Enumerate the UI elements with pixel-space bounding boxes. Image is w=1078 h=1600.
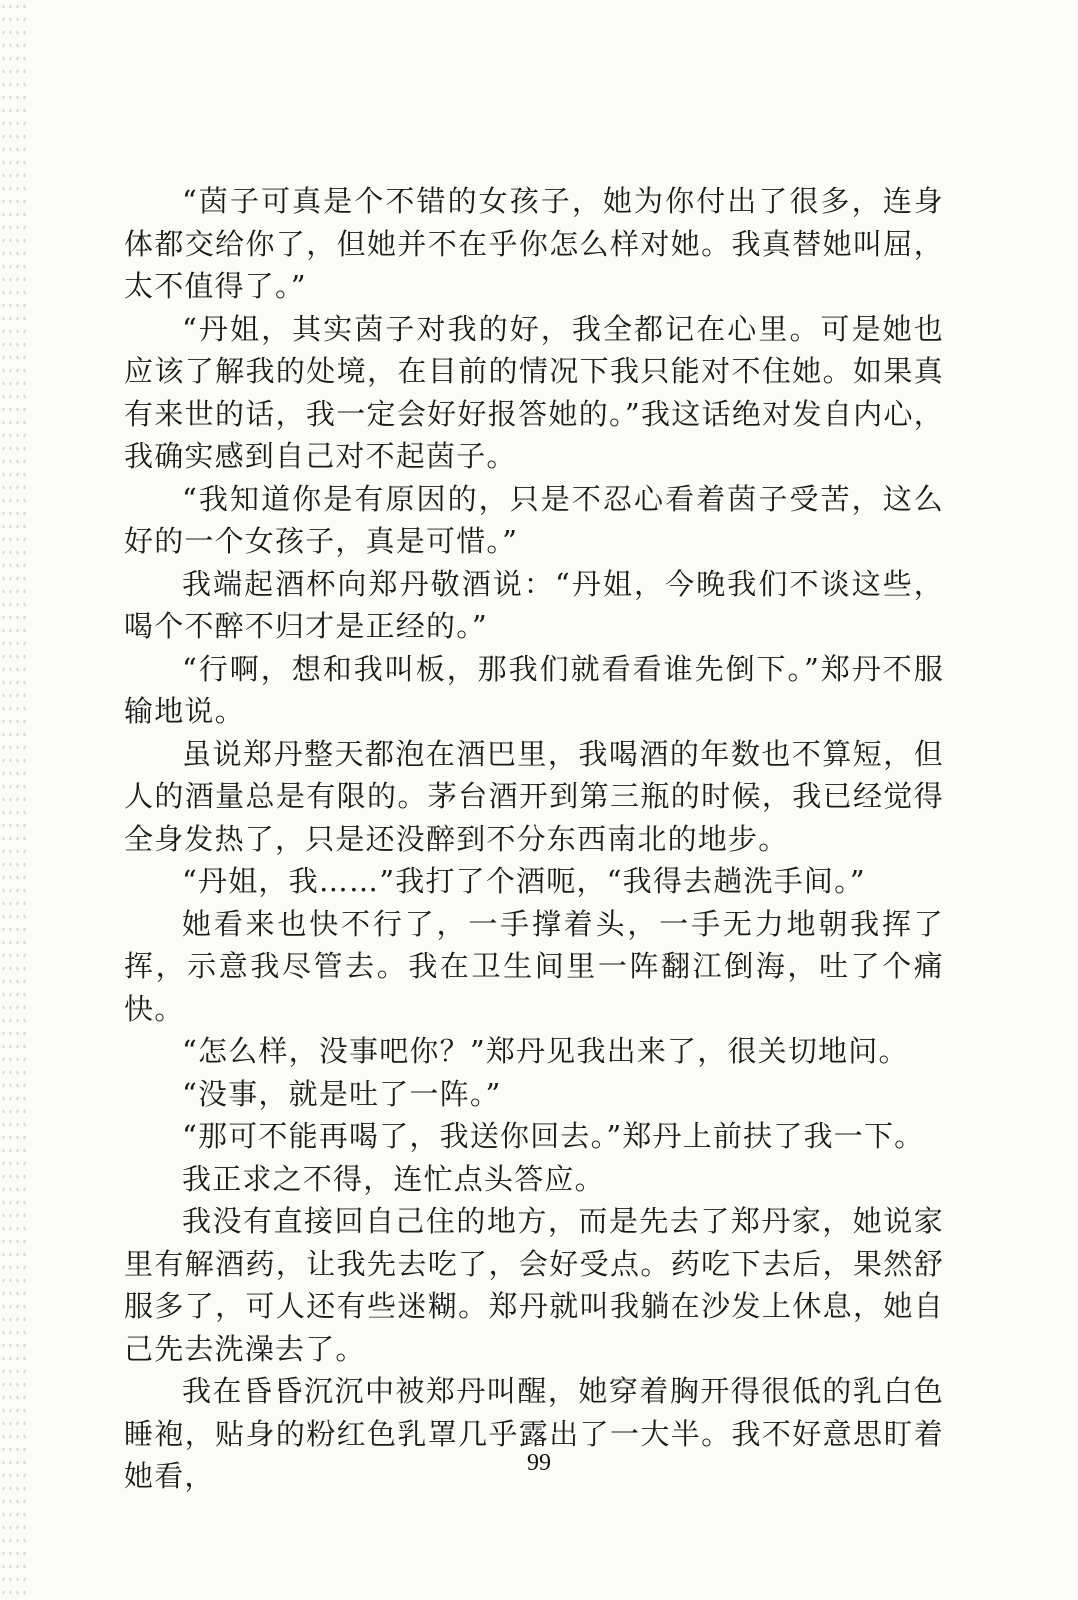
page-number: 99 [527,1450,551,1476]
paragraph: 我在昏昏沉沉中被郑丹叫醒，她穿着胸开得很低的乳白色睡袍，贴身的粉红色乳罩几乎露出了一大半。我不好意思盯着她看， [124,1374,944,1493]
paragraph: “丹姐，我……”我打了个酒呃，“我得去趟洗手间。” [182,864,866,898]
paragraph: “行啊，想和我叫板，那我们就看看谁先倒下。”郑丹不服输地说。 [124,651,944,728]
paragraph: 我正求之不得，连忙点头答应。 [182,1161,605,1196]
paragraph: 我没有直接回自己住的地方，而是先去了郑丹家，她说家里有解酒药，让我先去吃了，会好受点。药吃下去后，果然舒服多了，可人还有些迷糊。郑丹就叫我躺在沙发上休息，她自己先去洗澡去了。 [124,1204,944,1366]
paragraph: “没事，就是吐了一阵。” [182,1076,502,1111]
paragraph: 虽说郑丹整天都泡在酒巴里，我喝酒的年数也不算短，但人的酒量总是有限的。茅台酒开到第三瓶的时候，我已经觉得全身发热了，只是还没醉到不分东西南北的地步。 [124,736,944,856]
paragraph: 她看来也快不行了，一手撑着头，一手无力地朝我挥了挥，示意我尽管去。我在卫生间里一阵翻江倒海，吐了个痛快。 [124,906,944,1026]
scan-edge-speckle [0,0,30,1600]
paragraph: “那可不能再喝了，我送你回去。”郑丹上前扶了我一下。 [182,1119,925,1153]
paragraph: “怎么样，没事吧你？”郑丹见我出来了，很关切地问。 [182,1034,909,1068]
paragraph: 我端起酒杯向郑丹敬酒说：“丹姐，今晚我们不谈这些，喝个不醉不归才是正经的。” [124,566,944,643]
paragraph: “茵子可真是个不错的女孩子，她为你付出了很多，连身体都交给你了，但她并不在乎你怎么样对她。我真替她叫屈，太不值得了。” [124,184,944,303]
body-text [124,180,944,1498]
paragraph: “丹姐，其实茵子对我的好，我全都记在心里。可是她也应该了解我的处境，在目前的情况下我只能对不住她。如果真有来世的话，我一定会好好报答她的。”我这话绝对发自内心，我确实感到自己对不起茵子。 [124,311,944,473]
paragraph: “我知道你是有原因的，只是不忍心看着茵子受苦，这么好的一个女孩子，真是可惜。” [124,481,944,558]
